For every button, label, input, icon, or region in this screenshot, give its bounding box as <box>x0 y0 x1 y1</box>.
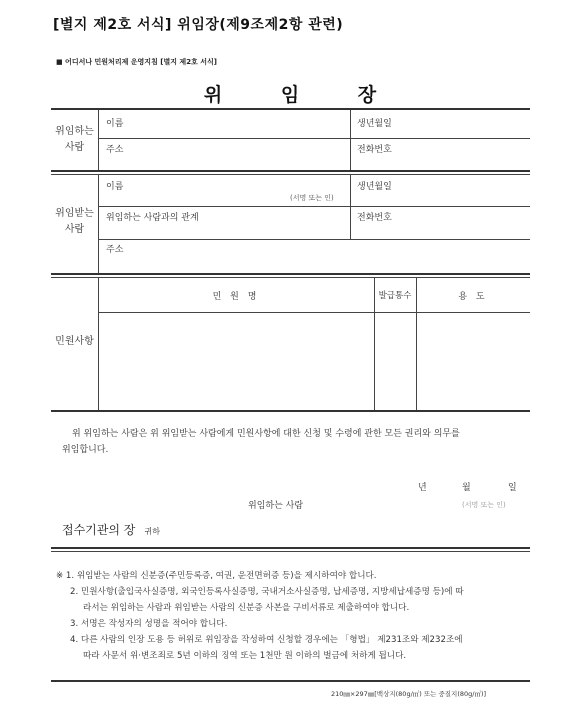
note-4: 4. 다른 사람의 인장 도용 등 허위로 위임장을 작성하여 신청할 경우에는 「형법」 제231조와 제232조에 <box>70 635 463 645</box>
divider <box>51 174 530 175</box>
date-year: 년 <box>418 483 427 493</box>
delegator-birth-label: 생년월일 <box>357 119 392 129</box>
delegate-phone-label: 전화번호 <box>357 213 392 223</box>
delegator-address-label: 주소 <box>106 145 124 155</box>
reference-line: ■ 어디서나 민원처리제 운영지침 [별지 제2호 서식] <box>56 58 217 66</box>
recipient-label: 접수기관의 장 <box>62 523 136 537</box>
delegator-phone-label: 전화번호 <box>357 145 392 155</box>
divider <box>350 175 351 239</box>
delegate-signature-hint: (서명 또는 인) <box>290 194 334 202</box>
divider <box>51 547 530 549</box>
delegate-birth-label: 생년월일 <box>357 182 392 192</box>
recipient-suffix: 귀하 <box>144 527 160 536</box>
delegator-section-label: 위임하는 사람 <box>55 126 94 153</box>
signer-hint: (서명 또는 인) <box>462 501 506 509</box>
divider <box>98 175 99 273</box>
petition-section-label: 민원사항 <box>55 336 94 347</box>
divider <box>98 110 99 170</box>
date-day: 일 <box>508 483 517 493</box>
note-2-cont: 라서는 위임하는 사람과 위임받는 사람의 신분증 사본을 구비서류로 제출하여야 합니다. <box>83 603 410 613</box>
paper-spec-footer: 210㎜×297㎜[백상지(80g/㎡) 또는 중질지(80g/㎡)] <box>331 690 487 698</box>
divider <box>98 206 530 207</box>
divider <box>350 110 351 170</box>
petition-col-copies: 발급통수 <box>378 291 412 301</box>
note-2: 2. 민원사항(출입국사실증명, 외국인등록사실증명, 국내거소사실증명, 납세증명, 지방세납세증명 등)에 따 <box>70 587 464 597</box>
divider <box>98 312 530 313</box>
note-3: 3. 서명은 작성자의 성명을 적어야 합니다. <box>70 619 228 629</box>
signer-label: 위임하는 사람 <box>248 501 304 511</box>
divider <box>51 551 530 552</box>
note-4-cont: 따라 사문서 위·변조죄로 5년 이하의 징역 또는 1천만 원 이하의 벌금에 처하게 됩니다. <box>83 651 407 661</box>
recipient-block <box>62 519 160 538</box>
divider <box>51 410 530 412</box>
date-month: 월 <box>462 483 471 493</box>
petition-col-purpose: 용 도 <box>458 292 488 302</box>
form-header: [별지 제2호 서식] 위임장(제9조제2항 관련) <box>53 17 344 33</box>
delegate-section-label: 위임받는 사람 <box>55 208 94 235</box>
delegate-name-label: 이름 <box>106 182 124 192</box>
divider <box>98 239 530 240</box>
divider <box>51 680 530 682</box>
statement-line-2: 위임합니다. <box>62 445 109 455</box>
statement-line-1: 위 위임하는 사람은 위 위임받는 사람에게 민원사항에 대한 신청 및 수령에 관한 모든 권리와 의무를 <box>72 429 460 439</box>
divider <box>51 170 530 172</box>
divider-top <box>51 108 530 110</box>
divider <box>98 138 530 139</box>
document-title: 위 임 장 <box>203 84 403 106</box>
delegator-name-label: 이름 <box>106 119 124 129</box>
delegate-relationship-label: 위임하는 사람과의 관계 <box>106 213 199 223</box>
divider <box>51 277 530 278</box>
note-1: ※ 1. 위임받는 사람의 신분증(주민등록증, 여권, 운전면허증 등)을 제시하여야 합니다. <box>56 571 377 581</box>
delegate-address-label: 주소 <box>106 245 124 255</box>
divider <box>51 273 530 275</box>
petition-col-name: 민 원 명 <box>212 292 260 302</box>
